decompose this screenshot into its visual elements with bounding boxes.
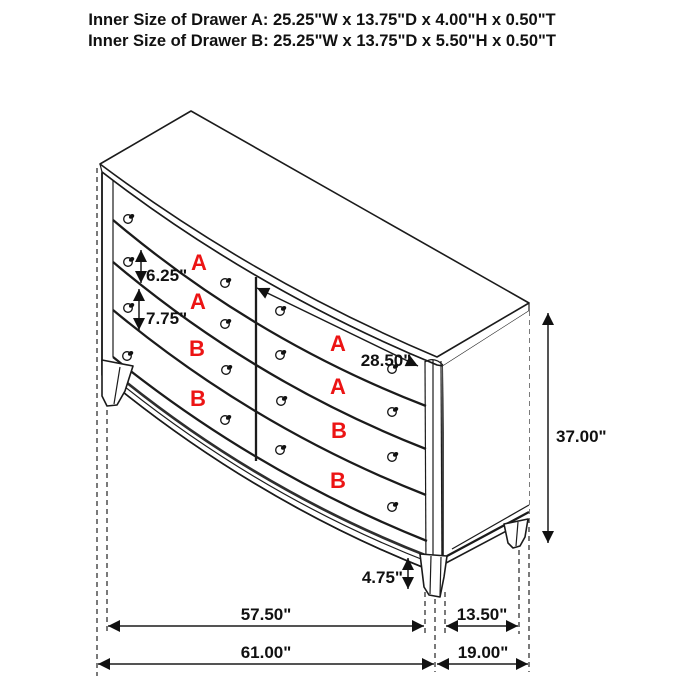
front-left-leg [102,360,133,406]
drawer-label: A [330,374,346,399]
dresser-body [100,111,529,597]
drawer-label: A [190,289,206,314]
dim-label-drawer-a-height: 6.25" [146,266,188,285]
drawer-label: A [191,250,207,275]
dim-label-side-depth-between-legs: 13.50" [456,605,508,624]
title-drawer-b-size: Inner Size of Drawer B: 25.25"W x 13.75"D x 5.50"H x 0.50"T [88,32,556,50]
dim-label-leg-height: 4.75" [361,568,403,587]
dim-label-right-section-width: 28.50" [360,351,412,370]
title-drawer-a-size: Inner Size of Drawer A: 25.25"W x 13.75"D x 4.00"H x 0.50"T [88,11,556,29]
dim-label-overall-height: 37.00" [556,427,607,446]
drawer-label: B [330,468,346,493]
dim-label-drawer-b-height: 7.75" [146,309,188,328]
dim-label-overall-width: 61.00" [240,643,292,662]
drawer-label: B [190,386,206,411]
drawer-label: B [189,336,205,361]
rear-right-leg [504,519,528,548]
front-right-leg [420,554,447,597]
drawer-label: B [331,418,347,443]
dim-label-front-width-between-legs: 57.50" [240,605,292,624]
drawer-label: A [330,331,346,356]
dim-label-overall-depth: 19.00" [457,643,509,662]
